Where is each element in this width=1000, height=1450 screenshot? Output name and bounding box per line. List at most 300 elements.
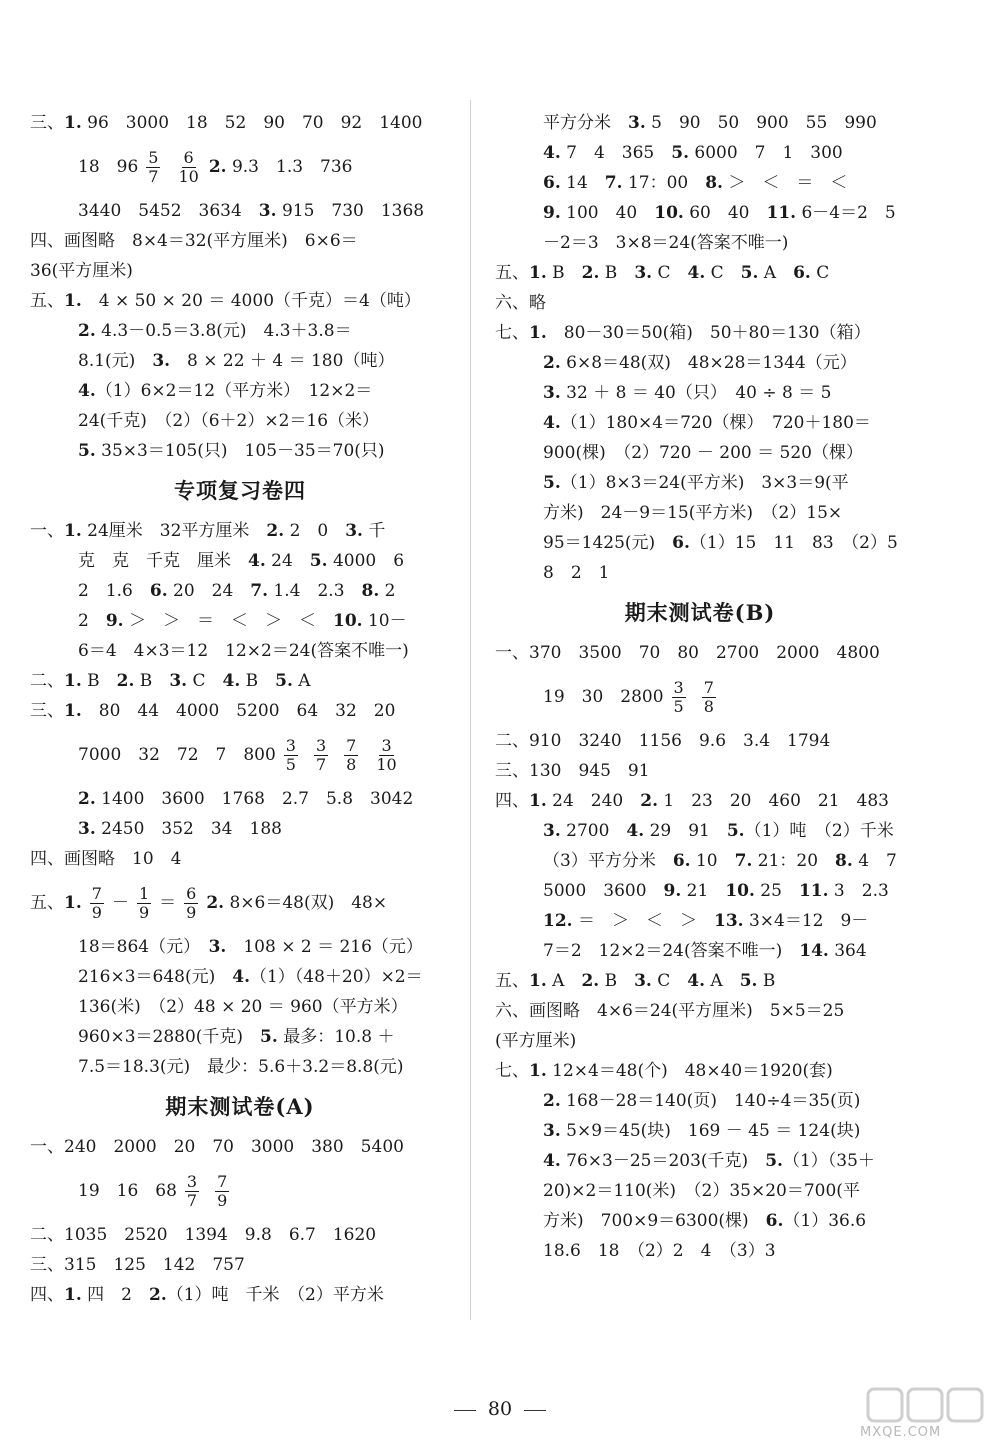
answer-text: 32 ＋ 8 ＝ 40（只） 40 ÷ 8 ＝ 5 [560, 383, 832, 403]
answer-text: 4000 6 [327, 551, 405, 571]
answer-text: 10－ [362, 611, 407, 631]
answer-line [495, 668, 905, 726]
question-number: 3. [152, 351, 171, 371]
answer-line [30, 814, 450, 844]
answer-text: 六、画图略 4×6＝24(平方厘米) 5×5＝25 [495, 1001, 845, 1021]
fraction-denominator: 7 [315, 755, 327, 774]
answer-text: 7 4 365 [560, 143, 672, 163]
question-number: 9. [543, 203, 561, 223]
answer-text: 五、 [495, 971, 529, 991]
page-footer [0, 1398, 1000, 1420]
answer-line [30, 726, 450, 784]
answer-line [495, 468, 905, 498]
question-number: 3. [543, 821, 561, 841]
answer-line [495, 228, 905, 258]
answer-text: 3440 5452 3634 [78, 201, 259, 221]
question-number: 4. [232, 967, 250, 987]
answer-text: 4 7 [852, 851, 897, 871]
question-number: 5. [726, 821, 745, 841]
answer-line [30, 576, 450, 606]
answer-text: A [705, 971, 740, 991]
fraction-numerator: 6 [186, 884, 197, 903]
question-number: 1. [529, 263, 547, 283]
answer-text: A [758, 263, 794, 283]
answer-line [30, 406, 450, 436]
question-number: 1. [529, 1061, 547, 1081]
answer-text: 21：20 [752, 851, 836, 871]
question-number: 1. [64, 1285, 82, 1305]
question-number: 12. [543, 911, 573, 931]
question-number: 2. [543, 1091, 561, 1111]
answer-text: 60 40 [683, 203, 767, 223]
answer-text: 2 0 [284, 521, 346, 541]
answer-text: 千 [362, 521, 386, 541]
answer-text: A [292, 671, 311, 691]
answer-text: 96 3000 18 52 90 70 92 1400 [81, 113, 423, 133]
answer-text: 2 [78, 611, 106, 631]
answer-text: 四、画图略 8×4＝32(平方厘米) 6×6＝ [30, 231, 358, 251]
answer-text: 三、 [30, 113, 64, 133]
answer-line [30, 1280, 450, 1310]
fraction [184, 885, 198, 922]
question-number: 2. [78, 321, 96, 341]
answer-text: 7000 32 72 7 800 [78, 745, 276, 765]
answer-line [495, 1206, 905, 1236]
answer-text: 四、 [30, 1285, 64, 1305]
fraction [146, 149, 160, 186]
answer-text: 136(米) （2）48 × 20 ＝ 960（平方米） [78, 997, 408, 1017]
answer-text: （1）吨 （2）千米 [744, 821, 894, 841]
fraction-denominator: 9 [186, 903, 197, 922]
answer-text: 三、 [30, 701, 64, 721]
answer-text: 五、 [30, 893, 64, 913]
answer-text: C [187, 671, 223, 691]
answer-line [495, 846, 905, 876]
section-title: 专项复习卷四 [174, 478, 306, 503]
question-number: 3. [543, 383, 561, 403]
question-number: 4. [543, 143, 561, 163]
answer-text: 24(千克) （2）（6＋2）×2＝16（米） [78, 411, 380, 431]
answer-line [495, 378, 905, 408]
answer-text: 8.1(元) [78, 351, 153, 371]
answer-text: B [240, 671, 276, 691]
answer-line [30, 546, 450, 576]
answer-text: 8 × 22 ＋ 4 ＝ 180（吨） [170, 351, 395, 371]
fraction-denominator: 10 [376, 755, 397, 774]
fraction [702, 679, 716, 716]
question-number: 2. [581, 971, 600, 991]
answer-line [30, 1162, 450, 1220]
watermark-logo [860, 1385, 990, 1445]
answer-text: 6×8＝48(双) 48×28＝1344（元） [560, 353, 857, 373]
answer-text: 克 克 千克 厘米 [78, 551, 248, 571]
answer-text: 80 44 4000 5200 64 32 20 [81, 701, 396, 721]
answer-line [495, 558, 905, 588]
fraction [215, 1173, 229, 1210]
fraction [374, 737, 398, 774]
fraction-numerator: 3 [673, 678, 684, 697]
question-number: 3. [628, 113, 646, 133]
answer-text: （1）36.6 [783, 1211, 867, 1231]
answer-line [30, 606, 450, 636]
fraction-numerator: 3 [186, 1172, 198, 1191]
question-number: 5. [739, 971, 758, 991]
answer-line [30, 992, 450, 1022]
fraction-numerator: 3 [315, 736, 327, 755]
answer-line [495, 1056, 905, 1086]
question-number: 4. [687, 263, 706, 283]
answer-line [30, 874, 450, 932]
fraction [284, 737, 298, 774]
answer-line [30, 256, 450, 286]
question-number: 4. [626, 821, 645, 841]
answer-line [30, 666, 450, 696]
fraction [90, 885, 104, 922]
fraction [137, 885, 151, 922]
answer-text: 108 × 2 ＝ 216（元） [226, 937, 423, 957]
answer-text: 1 23 20 460 21 483 [657, 791, 889, 811]
answer-text: 100 40 [560, 203, 655, 223]
fraction-numerator: 7 [91, 884, 102, 903]
question-number: 4. [543, 413, 561, 433]
question-number: 1. [64, 113, 82, 133]
question-number: 1. [529, 971, 547, 991]
answer-line [30, 516, 450, 546]
question-number: 5. [260, 1027, 278, 1047]
answer-line [495, 1176, 905, 1206]
question-number: 10. [332, 611, 363, 631]
answer-text: 24厘米 32平方厘米 [81, 521, 267, 541]
left-column [30, 108, 450, 1310]
question-number: 5. [275, 671, 293, 691]
question-number: 5. [309, 551, 328, 571]
answer-text: 一、240 2000 20 70 3000 380 5400 [30, 1137, 404, 1157]
question-number: 1. [64, 291, 82, 311]
answer-line [495, 876, 905, 906]
answer-line [30, 108, 450, 138]
question-number: 2. [78, 789, 96, 809]
answer-text: 19 30 2800 [543, 687, 664, 707]
answer-text: 900(棵) （2）720 － 200 ＝ 520（棵） [543, 443, 863, 463]
question-number: 6. [149, 581, 168, 601]
answer-text: 5 90 50 900 55 990 [645, 113, 877, 133]
fraction [185, 1173, 199, 1210]
answer-text: 2 [379, 581, 396, 601]
question-number: 4. [78, 381, 96, 401]
answer-text: 七、 [495, 323, 529, 343]
question-number: 14. [799, 941, 829, 961]
answer-line [495, 258, 905, 288]
question-number: 5. [671, 143, 689, 163]
fraction-denominator: 9 [217, 1191, 228, 1210]
answer-text: 四、画图略 10 4 [30, 849, 182, 869]
footer-dash-left [454, 1410, 476, 1411]
right-column [495, 108, 905, 1266]
answer-text: 2450 352 34 188 [95, 819, 282, 839]
answer-line [30, 226, 450, 256]
answer-text: 29 91 [644, 821, 727, 841]
question-number: 6. [672, 533, 690, 553]
answer-text: 四、 [495, 791, 529, 811]
question-number: 3. [208, 937, 227, 957]
question-number: 3. [78, 819, 96, 839]
answer-text: C [651, 971, 688, 991]
answer-text: 18＝864（元） [78, 937, 209, 957]
answer-text: 3×4＝12 9－ [743, 911, 869, 931]
answer-text: （1）180×4＝720（棵） 720＋180＝ [560, 413, 871, 433]
answer-text: B [757, 971, 776, 991]
answer-line [30, 696, 450, 726]
fraction [176, 149, 200, 186]
answer-text: ＝ [159, 893, 177, 913]
question-number: 2. [208, 157, 227, 177]
answer-line [495, 1116, 905, 1146]
answer-line [495, 528, 905, 558]
answer-text: B [599, 263, 635, 283]
answer-text: （3）平方分米 [543, 851, 673, 871]
answer-text: 216×3＝648(元) [78, 967, 233, 987]
question-number: 3. [543, 1121, 561, 1141]
answer-text: C [705, 263, 741, 283]
question-number: 1. [529, 791, 547, 811]
answer-text: 6－4＝2 5 [796, 203, 896, 223]
question-number: 3. [258, 201, 277, 221]
fraction-numerator: 7 [346, 736, 357, 755]
question-number: 1. [64, 671, 82, 691]
answer-text: 2 1.6 [78, 581, 150, 601]
answer-text: 17：00 [622, 173, 706, 193]
answer-text: 95＝1425(元) [543, 533, 673, 553]
answer-text: 方米) 24－9＝15(平方米) （2）15× [543, 503, 843, 523]
answer-text: ＞ ＜ ＝ ＜ [722, 173, 848, 193]
answer-text: 一、370 3500 70 80 2700 2000 4800 [495, 643, 880, 663]
answer-text: ＞ ＞ ＝ ＜ ＞ ＜ [123, 611, 333, 631]
question-number: 4. [687, 971, 706, 991]
answer-line [30, 636, 450, 666]
answer-text: 5000 3600 [543, 881, 664, 901]
fraction-denominator: 10 [178, 167, 199, 186]
fraction-numerator: 3 [285, 736, 296, 755]
fraction-denominator: 8 [346, 755, 357, 774]
answer-text: （1）6×2＝12（平方米） 12×2＝ [95, 381, 373, 401]
fraction-numerator: 1 [138, 884, 150, 903]
page-number: 80 [487, 1398, 513, 1420]
column-divider [470, 100, 471, 1320]
question-number: 1. [64, 701, 82, 721]
answer-line [495, 168, 905, 198]
answer-text: 168－28＝140(页) 140÷4＝35(页) [560, 1091, 861, 1111]
fraction-denominator: 7 [186, 1191, 198, 1210]
answer-line [30, 138, 450, 196]
question-number: 5. [78, 441, 96, 461]
answer-line [495, 198, 905, 228]
answer-text: 35×3＝105(只) 105－35＝70(只) [95, 441, 385, 461]
answer-text: 24 [265, 551, 310, 571]
answer-line [30, 436, 450, 466]
question-number: 4. [543, 1151, 561, 1171]
question-number: 1. [64, 893, 82, 913]
answer-text: 80－30＝50(箱) 50＋80＝130（箱） [546, 323, 871, 343]
question-number: 1. [529, 323, 547, 343]
question-number: 5. [740, 263, 759, 283]
question-number: 11. [766, 203, 797, 223]
answer-text: 364 [828, 941, 867, 961]
fraction-numerator: 3 [381, 736, 392, 755]
answer-text: 6＝4 4×3＝12 12×2＝24(答案不唯一) [78, 641, 409, 661]
answer-text: 8×6＝48(双) 48× [224, 893, 388, 913]
answer-text: 9.3 1.3 736 [226, 157, 353, 177]
answer-text: 二、 [30, 671, 64, 691]
answer-line [30, 376, 450, 406]
answer-text: 五、 [30, 291, 64, 311]
answer-line [495, 438, 905, 468]
answer-text: 18.6 18 （2）2 4 （3）3 [543, 1241, 776, 1261]
answer-text: 21 [681, 881, 726, 901]
answer-text: A [546, 971, 582, 991]
answer-text: 7.5＝18.3(元) 最少：5.6＋3.2＝8.8(元) [78, 1057, 404, 1077]
answer-text: B [134, 671, 170, 691]
fraction-numerator: 7 [217, 1172, 228, 1191]
answer-line [495, 786, 905, 816]
answer-text: 七、 [495, 1061, 529, 1081]
question-number: 9. [663, 881, 682, 901]
question-number: 2. [148, 1285, 167, 1305]
answer-line [30, 1052, 450, 1082]
question-number: 8. [835, 851, 853, 871]
answer-text: (平方厘米) [495, 1031, 577, 1051]
answer-text: 8 2 1 [543, 563, 610, 583]
fraction-denominator: 9 [91, 903, 102, 922]
question-number: 3. [634, 263, 653, 283]
answer-text: （1）吨 千米 （2）平方米 [166, 1285, 384, 1305]
question-number: 2. [581, 263, 600, 283]
fraction-numerator: 5 [148, 148, 159, 167]
question-number: 10. [654, 203, 684, 223]
answer-text: 四 2 [81, 1285, 149, 1305]
question-number: 4. [222, 671, 241, 691]
answer-text: 最多：10.8 ＋ [277, 1027, 395, 1047]
answer-text: 25 [754, 881, 799, 901]
answer-text: 14 [560, 173, 605, 193]
answer-line [495, 1236, 905, 1266]
answer-line [495, 288, 905, 318]
answer-line [495, 348, 905, 378]
answer-line [495, 936, 905, 966]
answer-text: 2700 [560, 821, 627, 841]
answer-text: B [546, 263, 582, 283]
answer-text: 18 96 [78, 157, 139, 177]
answer-text: 1400 3600 1768 2.7 5.8 3042 [95, 789, 414, 809]
question-number: 5. [543, 473, 561, 493]
question-number: 2. [266, 521, 285, 541]
question-number: 7. [604, 173, 623, 193]
answer-line [30, 962, 450, 992]
fraction-numerator: 6 [183, 148, 194, 167]
fraction [314, 737, 328, 774]
answer-text: 19 16 68 [78, 1181, 177, 1201]
answer-text: 4.3－0.5＝3.8(元) 4.3＋3.8＝ [95, 321, 352, 341]
question-number: 3. [169, 671, 188, 691]
question-number: 6. [543, 173, 561, 193]
answer-line [495, 138, 905, 168]
section-title: 期末测试卷(A) [165, 1094, 315, 1119]
answer-line [30, 844, 450, 874]
answer-text: 一、 [30, 521, 64, 541]
answer-text: 76×3－25＝203(千克) [560, 1151, 766, 1171]
question-number: 2. [640, 791, 658, 811]
answer-line [495, 906, 905, 936]
answer-line [30, 346, 450, 376]
fraction-denominator: 9 [138, 903, 150, 922]
answer-text: （1）8×3＝24(平方米) 3×3＝9(平 [560, 473, 849, 493]
answer-text: 6000 7 1 300 [688, 143, 843, 163]
answer-line [30, 1220, 450, 1250]
answer-text: C [652, 263, 688, 283]
fraction-denominator: 8 [703, 697, 714, 716]
answer-line [30, 316, 450, 346]
footer-dash-right [524, 1410, 546, 1411]
answer-text: － [111, 893, 129, 913]
answer-text: 1.4 2.3 [268, 581, 362, 601]
question-number: 1. [64, 521, 82, 541]
answer-text: 二、910 3240 1156 9.6 3.4 1794 [495, 731, 831, 751]
answer-text: （1）（35＋ [782, 1151, 875, 1171]
question-number: 4. [248, 551, 266, 571]
answer-line [495, 408, 905, 438]
answer-text: 36(平方厘米) [30, 261, 133, 281]
question-number: 6. [765, 1211, 784, 1231]
answer-text: 20)×2＝110(米) （2）35×20＝700(平 [543, 1181, 860, 1201]
answer-text: 3 2.3 [828, 881, 889, 901]
question-number: 2. [543, 353, 561, 373]
answer-text: 平方分米 [543, 113, 628, 133]
fraction-denominator: 5 [285, 755, 296, 774]
question-number: 7. [250, 581, 269, 601]
answer-line [495, 498, 905, 528]
answer-text: 5×9＝45(块) 169 － 45 ＝ 124(块) [560, 1121, 861, 1141]
answer-text: 方米) 700×9＝6300(棵) [543, 1211, 766, 1231]
answer-line [495, 726, 905, 756]
answer-text: （1）15 11 83 （2）5 [689, 533, 898, 553]
section-title: 期末测试卷(B) [624, 600, 776, 625]
question-number: 2. [206, 893, 225, 913]
answer-line [30, 1250, 450, 1280]
fraction-numerator: 7 [703, 678, 714, 697]
answer-text: B [81, 671, 117, 691]
answer-text: －2＝3 3×8＝24(答案不唯一) [543, 233, 789, 253]
watermark-stamp-icon [860, 1385, 990, 1425]
answer-text: 五、 [495, 263, 529, 283]
question-number: 11. [798, 881, 829, 901]
fraction [344, 737, 358, 774]
answer-line [30, 932, 450, 962]
answer-text: 三、315 125 142 757 [30, 1255, 245, 1275]
question-number: 6. [672, 851, 691, 871]
question-number: 2. [116, 671, 135, 691]
answer-text: 915 730 1368 [276, 201, 425, 221]
answer-line [495, 996, 905, 1026]
question-number: 8. [361, 581, 380, 601]
answer-line [495, 1146, 905, 1176]
fraction-denominator: 5 [673, 697, 684, 716]
answer-text: 二、1035 2520 1394 9.8 6.7 1620 [30, 1225, 377, 1245]
answer-text: C [810, 263, 830, 283]
question-number: 6. [793, 263, 811, 283]
question-number: 10. [725, 881, 755, 901]
question-number: 5. [765, 1151, 783, 1171]
answer-line [495, 318, 905, 348]
watermark-text: MXQE.COM [860, 1425, 942, 1440]
